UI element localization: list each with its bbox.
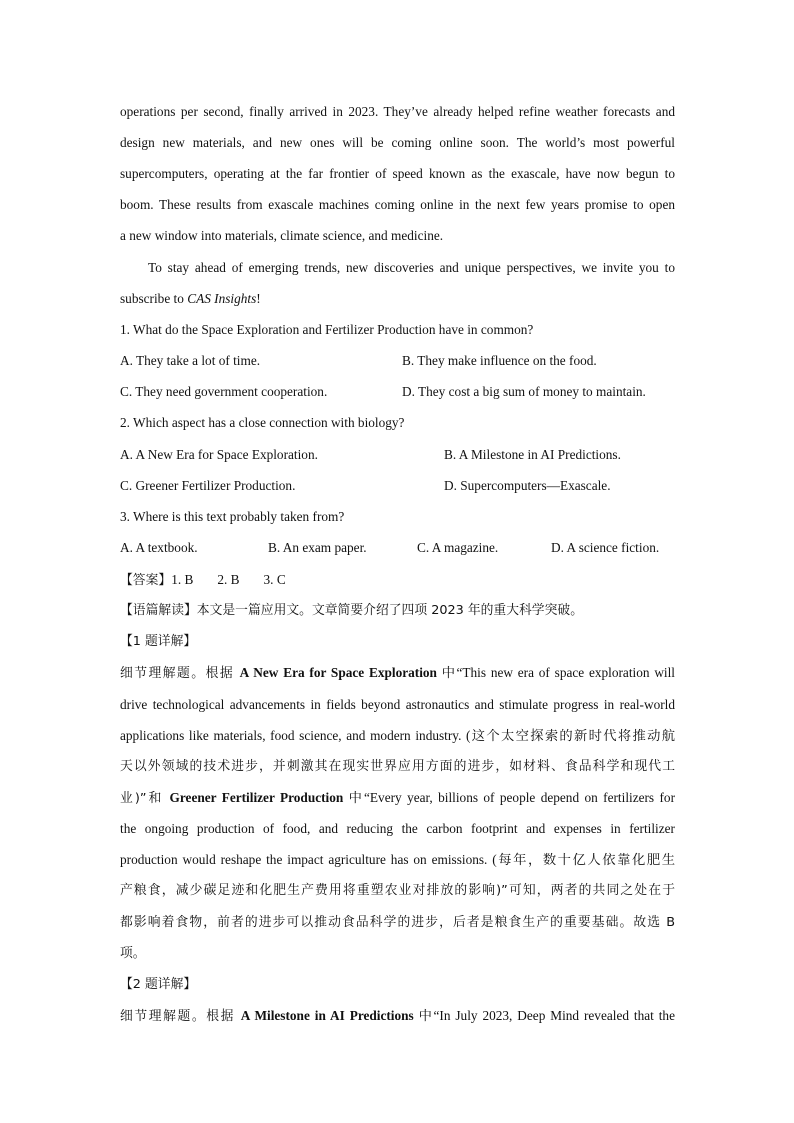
passage-line-4: boom. These results from exascale machines coming online in the next few years promise to open — [120, 197, 675, 212]
publication-name: CAS Insights — [187, 291, 257, 306]
detail-1-line-4: 天以外领域的技术进步，并刺激其在现实世界应用方面的进步，如材料、食品科学和现代工 — [120, 759, 675, 774]
passage-line-3: supercomputers, operating at the far frontier of speed known as the exascale, have now begun to — [120, 166, 675, 181]
detail-1-line-8: 产粮食，减少碳足迹和化肥生产费用将重塑农业对排放的影响)”可知，两者的共同之处在于 — [120, 883, 675, 898]
passage-line-7 — [120, 290, 675, 308]
interpretation-line — [120, 602, 583, 620]
detail-1-line-6: the ongoing production of food, and reducing the carbon footprint and expenses in fertilizer — [120, 821, 675, 836]
detail-1-heading: 【1 题详解】 — [120, 634, 197, 649]
question-2-option-c: C. Greener Fertilizer Production. — [120, 478, 296, 493]
passage-line-7-pre: subscribe to — [120, 291, 188, 306]
detail-1-line-5-post: 中“Every year, billions of people depend on fertilizers for — [343, 790, 675, 805]
question-3-option-a: A. A textbook. — [120, 540, 198, 555]
detail-1-line-1 — [120, 664, 675, 683]
question-1-option-d: D. They cost a big sum of money to maintain. — [402, 384, 646, 399]
question-2-option-b: B. A Milestone in AI Predictions. — [444, 447, 621, 462]
interpretation-label: 【语篇解读】 — [120, 603, 197, 618]
passage-line-5: a new window into materials, climate science, and medicine. — [120, 228, 444, 243]
detail-1-intro: 细节理解题。根据 — [120, 666, 240, 681]
question-3-stem: 3. Where is this text probably taken from? — [120, 509, 345, 524]
passage-line-1: operations per second, finally arrived in 2023. They’ve already helped refine weather forecasts and — [120, 104, 675, 119]
detail-1-section-title-2: Greener Fertilizer Production — [169, 790, 344, 805]
passage-line-2: design new materials, and new ones will be coming online soon. The world’s most powerful — [120, 135, 675, 150]
question-1-stem: 1. What do the Space Exploration and Fertilizer Production have in common? — [120, 322, 534, 337]
answer-label: 【答案】 — [120, 573, 172, 588]
question-2-option-d: D. Supercomputers—Exascale. — [444, 478, 611, 493]
question-1-option-c: C. They need government cooperation. — [120, 384, 328, 399]
question-2-option-a: A. A New Era for Space Exploration. — [120, 447, 318, 462]
question-3-option-d: D. A science fiction. — [551, 540, 660, 555]
passage-line-7-post: ! — [256, 291, 261, 306]
detail-1-line-5 — [120, 789, 675, 808]
detail-1-line-10: 项。 — [120, 946, 146, 961]
detail-2-intro: 细节理解题。根据 — [120, 1009, 241, 1024]
detail-1-quote-start: 中“This new era of space exploration will — [436, 665, 675, 680]
answer-3: 3. C — [263, 572, 286, 587]
question-2-stem: 2. Which aspect has a close connection with biology? — [120, 415, 405, 430]
detail-1-line-3: applications like materials, food science, and modern industry. (这个太空探索的新时代将推动航 — [120, 728, 675, 743]
answer-2: 2. B — [217, 572, 240, 587]
detail-1-section-title: A New Era for Space Exploration — [239, 665, 437, 680]
question-1-option-a: A. They take a lot of time. — [120, 353, 261, 368]
question-3-option-c: C. A magazine. — [417, 540, 499, 555]
passage-line-6: To stay ahead of emerging trends, new discoveries and unique perspectives, we invite you to — [148, 260, 675, 275]
question-3-option-b: B. An exam paper. — [268, 540, 367, 555]
detail-2-heading: 【2 题详解】 — [120, 977, 197, 992]
answer-line — [120, 571, 286, 590]
detail-2-section-title: A Milestone in AI Predictions — [240, 1008, 414, 1023]
detail-1-line-7: production would reshape the impact agriculture has on emissions. (每年，数十亿人依靠化肥生 — [120, 852, 675, 867]
interpretation-text: 本文是一篇应用文。文章简要介绍了四项 2023 年的重大科学突破。 — [196, 603, 583, 618]
detail-2-quote-start: 中“In July 2023, Deep Mind revealed that the — [413, 1008, 675, 1023]
detail-2-line-1 — [120, 1007, 675, 1026]
detail-1-line-9: 都影响着食物，前者的进步可以推动食品科学的进步，后者是粮食生产的重要基础。故选 B — [120, 915, 675, 930]
question-1-option-b: B. They make influence on the food. — [402, 353, 597, 368]
answer-1: 1. B — [171, 572, 194, 587]
detail-1-line-5-pre: 业)”和 — [120, 791, 170, 806]
detail-1-line-2: drive technological advancements in fields beyond astronautics and stimulate progress in real-world — [120, 697, 675, 712]
